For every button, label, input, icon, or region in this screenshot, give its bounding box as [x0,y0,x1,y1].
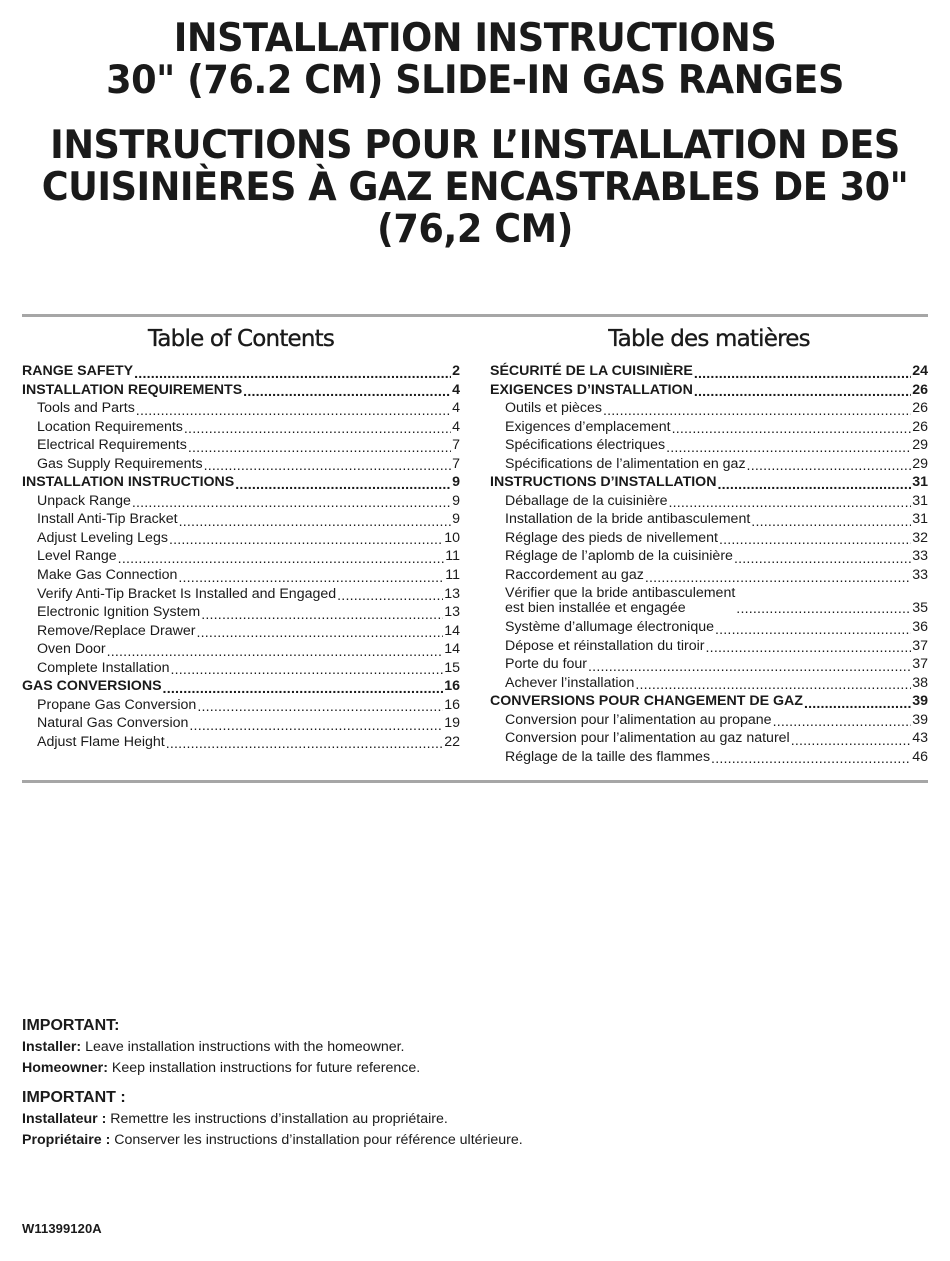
toc-entry-page: 46 [912,748,928,765]
toc-entry-page: 31 [912,511,928,528]
toc-entry-label: Dépose et réinstallation du tiroir [505,637,705,654]
notice-line-proprietaire [22,1130,722,1151]
toc-french [490,324,928,766]
toc-entry-page: 16 [444,678,460,695]
toc-entry-label: EXIGENCES D’INSTALLATION [490,381,693,398]
toc-entry-page: 14 [444,641,460,658]
toc-entry-page: 9 [452,492,460,509]
toc-dot-leader [804,697,911,711]
toc-dot-leader [107,645,444,659]
toc-heading-fr: Table des matières [608,326,810,352]
toc-entry-label: GAS CONVERSIONS [22,678,162,695]
toc-entry-label: Verify Anti-Tip Bracket Is Installed and Engaged [37,585,337,602]
toc-entry-page: 4 [452,381,460,398]
toc-entry[interactable] [490,674,928,693]
toc-entry-page: 39 [912,693,928,710]
toc-dot-leader [668,496,911,510]
toc-entry-label: Adjust Leveling Legs [37,529,168,546]
title-fr-line-2: CUISINIÈRES À GAZ ENCASTRABLES DE 30" [41,165,909,210]
toc-entry[interactable] [490,711,928,730]
toc-entry-label: Déballage de la cuisinière [505,492,668,509]
toc-entry-page: 26 [912,400,928,417]
toc-entry-label: Exigences d’emplacement [505,418,671,435]
toc-dot-leader [178,571,444,585]
notice-line-installer [22,1037,722,1058]
toc-entry[interactable] [490,418,928,437]
toc-dot-leader [136,404,451,418]
toc-entry-page: 11 [445,567,460,584]
toc-entry-label: Réglage de l’aplomb de la cuisinière [505,548,733,565]
toc-entry-label: Level Range [37,548,117,565]
toc-entry[interactable] [22,473,460,492]
toc-dot-leader [588,660,911,674]
toc-entry-page: 33 [912,567,928,584]
toc-entry-label: Tools and Parts [37,400,135,417]
toc-entry-label: Spécifications électriques [505,437,666,454]
notice-role-installateur: Installateur : [22,1111,107,1127]
toc-entry-label: Conversion pour l’alimentation au propane [505,711,772,728]
toc-entry-label: Spécifications de l’alimentation en gaz [505,455,746,472]
toc-entry-label [505,586,735,616]
toc-dot-leader [666,441,911,455]
title-en-line-1: INSTALLATION INSTRUCTIONS [173,16,777,61]
toc-dot-leader [163,682,444,696]
toc-dot-leader [715,623,911,637]
toc-entry[interactable] [22,585,460,604]
toc-entry-page: 9 [452,474,460,491]
toc-entry-label: Raccordement au gaz [505,567,644,584]
toc-entry[interactable] [22,362,460,381]
toc-entry[interactable] [22,622,460,641]
toc-entry-label: Système d’allumage électronique [505,619,714,636]
toc-dot-leader [645,571,911,585]
notice-heading-en: IMPORTANT: [22,1017,120,1034]
toc-dot-leader [169,533,443,547]
toc-entry[interactable] [22,677,460,696]
toc-entry-page: 14 [444,622,460,639]
toc-entry-label: CONVERSIONS POUR CHANGEMENT DE GAZ [490,693,803,710]
toc-dot-leader [184,422,451,436]
toc-entry[interactable] [22,492,460,511]
toc-dot-leader [132,496,451,510]
toc-entry[interactable] [22,529,460,548]
toc-entry-page: 43 [912,730,928,747]
toc-dot-leader [179,515,451,529]
toc-heading-en: Table of Contents [147,326,335,352]
toc-entry-label: Réglage des pieds de nivellement [505,529,718,546]
notice-line-homeowner [22,1058,722,1079]
important-notice-fr [22,1088,722,1150]
toc-list-en [22,362,460,751]
toc-entry[interactable] [22,733,460,752]
toc-entry-page: 37 [912,637,928,654]
notice-text-installateur: Remettre les instructions d’installation au propriétaire. [106,1111,448,1127]
toc-entry-label-line-2: est bien installée et engagée [505,599,686,616]
toc-entry-page: 19 [444,715,460,732]
toc-entry[interactable] [22,696,460,715]
toc-entry-page: 13 [444,585,460,602]
notice-text-homeowner: Keep installation instructions for future reference. [107,1059,421,1076]
toc-entry[interactable] [22,603,460,622]
toc-entry[interactable] [22,547,460,566]
toc-entry-page: 29 [912,437,928,454]
toc-entry-page: 2 [452,363,460,379]
toc-entry-page: 13 [444,604,460,621]
toc-entry-label: INSTALLATION INSTRUCTIONS [22,474,235,491]
toc-entry[interactable] [22,399,460,418]
toc-dot-leader [706,641,912,655]
toc-dot-leader [694,367,911,381]
toc-entry[interactable] [22,510,460,529]
toc-entry[interactable] [22,418,460,437]
toc-entry[interactable] [490,362,928,381]
notice-text-proprietaire: Conserver les instructions d’installation pour référence ultérieure. [110,1131,523,1148]
toc-dot-leader [734,552,911,566]
document-number: W11399120A [22,1221,102,1236]
toc-entry-label: Install Anti-Tip Bracket [37,511,178,528]
toc-entry[interactable] [490,618,928,637]
toc-entry[interactable] [490,510,928,529]
notice-line-installateur [22,1109,722,1130]
toc-entry[interactable] [490,381,928,400]
toc-entry[interactable] [490,492,928,511]
toc-entry-label: Porte du four [505,656,588,673]
toc-entry-page: 38 [912,674,928,691]
toc-entry-page: 4 [452,418,460,435]
title-french [0,125,950,251]
toc-entry-label: Complete Installation [37,659,170,676]
toc-dot-leader [717,478,911,492]
toc-entry-page: 31 [912,474,928,491]
toc-entry[interactable] [490,473,928,492]
toc-dot-leader [751,515,911,529]
toc-entry-label: INSTRUCTIONS D’INSTALLATION [490,474,717,491]
toc-entry[interactable] [490,692,928,711]
toc-entry-page: 7 [452,437,460,454]
toc-entry[interactable] [22,566,460,585]
toc-entry-page: 35 [912,599,928,616]
toc-dot-leader [711,752,911,766]
toc-entry[interactable] [490,585,928,619]
toc-entry-label: Réglage de la taille des flammes [505,748,711,765]
toc-dot-leader [204,459,452,473]
toc-dot-leader [791,734,912,748]
toc-entry-label: Achever l’installation [505,674,635,691]
toc-entry-page: 33 [912,548,928,565]
toc-entry-page: 24 [912,363,928,379]
toc-dot-leader [736,602,911,616]
toc-dot-leader [694,385,911,399]
notice-text-installer: Leave installation instructions with the homeowner. [81,1039,405,1055]
toc-dot-leader [719,533,911,547]
toc-entry-label: Electronic Ignition System [37,604,201,621]
toc-entry[interactable] [490,547,928,566]
toc-dot-leader [635,678,911,692]
toc-entry-label: Unpack Range [37,492,131,509]
toc-entry-label: Make Gas Connection [37,567,178,584]
toc-entry-label: Outils et pièces [505,400,602,417]
toc-entry-page: 7 [452,455,460,472]
toc-dot-leader [672,422,912,436]
toc-entry-label: Natural Gas Conversion [37,715,189,732]
important-notice-en [22,1016,722,1078]
toc-entry[interactable] [22,659,460,678]
toc-entry-label: Adjust Flame Height [37,733,165,750]
toc-dot-leader [603,404,911,418]
toc-dot-leader [235,478,451,492]
toc-entry-label: SÉCURITÉ DE LA CUISINIÈRE [490,363,693,379]
toc-dot-leader [337,589,443,603]
toc-dot-leader [197,626,444,640]
toc-entry-page: 10 [444,529,460,546]
toc-entry-page: 29 [912,455,928,472]
toc-entry[interactable] [490,436,928,455]
toc-entry-label: Gas Supply Requirements [37,455,203,472]
toc-entry[interactable] [490,729,928,748]
toc-dot-leader [201,608,443,622]
toc-entry[interactable] [490,566,928,585]
toc-dot-leader [118,552,445,566]
title-english [0,18,950,102]
title-fr-line-1: INSTRUCTIONS POUR L’INSTALLATION DES [50,123,900,168]
toc-entry-page: 37 [912,656,928,673]
notice-role-homeowner: Homeowner: [22,1059,108,1076]
toc-entry[interactable] [22,381,460,400]
toc-entry-page: 36 [912,619,928,636]
toc-dot-leader [243,385,451,399]
toc-entry-page: 22 [444,733,460,750]
toc-entry[interactable] [22,640,460,659]
toc-dot-leader [166,737,443,751]
toc-entry-page: 32 [912,529,928,546]
toc-entry-label: Electrical Requirements [37,437,187,454]
toc-entry-label: Remove/Replace Drawer [37,622,196,639]
toc-entry[interactable] [22,436,460,455]
toc-entry[interactable] [22,455,460,474]
toc-entry[interactable] [490,637,928,656]
toc-entry-page: 9 [452,511,460,528]
toc-dot-leader [189,719,443,733]
title-en-line-2: 30" (76.2 CM) SLIDE-IN GAS RANGES [106,58,844,103]
toc-entry-page: 4 [452,400,460,417]
notice-role-proprietaire: Propriétaire : [22,1131,111,1148]
toc-entry[interactable] [490,655,928,674]
title-fr-line-3: (76,2 CM) [377,207,573,252]
toc-entry-page: 11 [445,548,460,565]
toc-dot-leader [171,663,444,677]
toc-entry-label: Conversion pour l’alimentation au gaz naturel [505,730,790,747]
notice-heading-fr: IMPORTANT : [22,1089,126,1106]
toc-entry-page: 39 [912,711,928,728]
toc-english [22,324,460,751]
toc-entry[interactable] [490,748,928,767]
toc-entry-label: RANGE SAFETY [22,363,134,379]
document-title [0,18,950,251]
toc-dot-leader [134,367,451,381]
toc-entry-label: Oven Door [37,641,106,658]
toc-dot-leader [197,700,443,714]
toc-entry[interactable] [490,529,928,548]
toc-entry-label: Location Requirements [37,418,183,435]
toc-entry-label-line-1: Vérifier que la bride antibasculement [505,584,736,601]
toc-entry[interactable] [22,714,460,733]
toc-entry-page: 26 [912,381,928,398]
toc-dot-leader [188,441,451,455]
toc-entry-label: Installation de la bride antibasculement [505,511,751,528]
divider-top [22,314,928,317]
toc-entry-label: INSTALLATION REQUIREMENTS [22,381,243,398]
toc-entry[interactable] [490,399,928,418]
toc-entry-page: 16 [444,696,460,713]
toc-entry-label: Propane Gas Conversion [37,696,197,713]
toc-entry[interactable] [490,455,928,474]
toc-dot-leader [773,715,912,729]
toc-entry-page: 26 [912,418,928,435]
toc-entry-page: 31 [912,492,928,509]
toc-list-fr [490,362,928,766]
toc-entry-page: 15 [444,659,460,676]
divider-bottom [22,780,928,783]
notice-role-installer: Installer: [22,1039,82,1055]
toc-dot-leader [747,459,912,473]
